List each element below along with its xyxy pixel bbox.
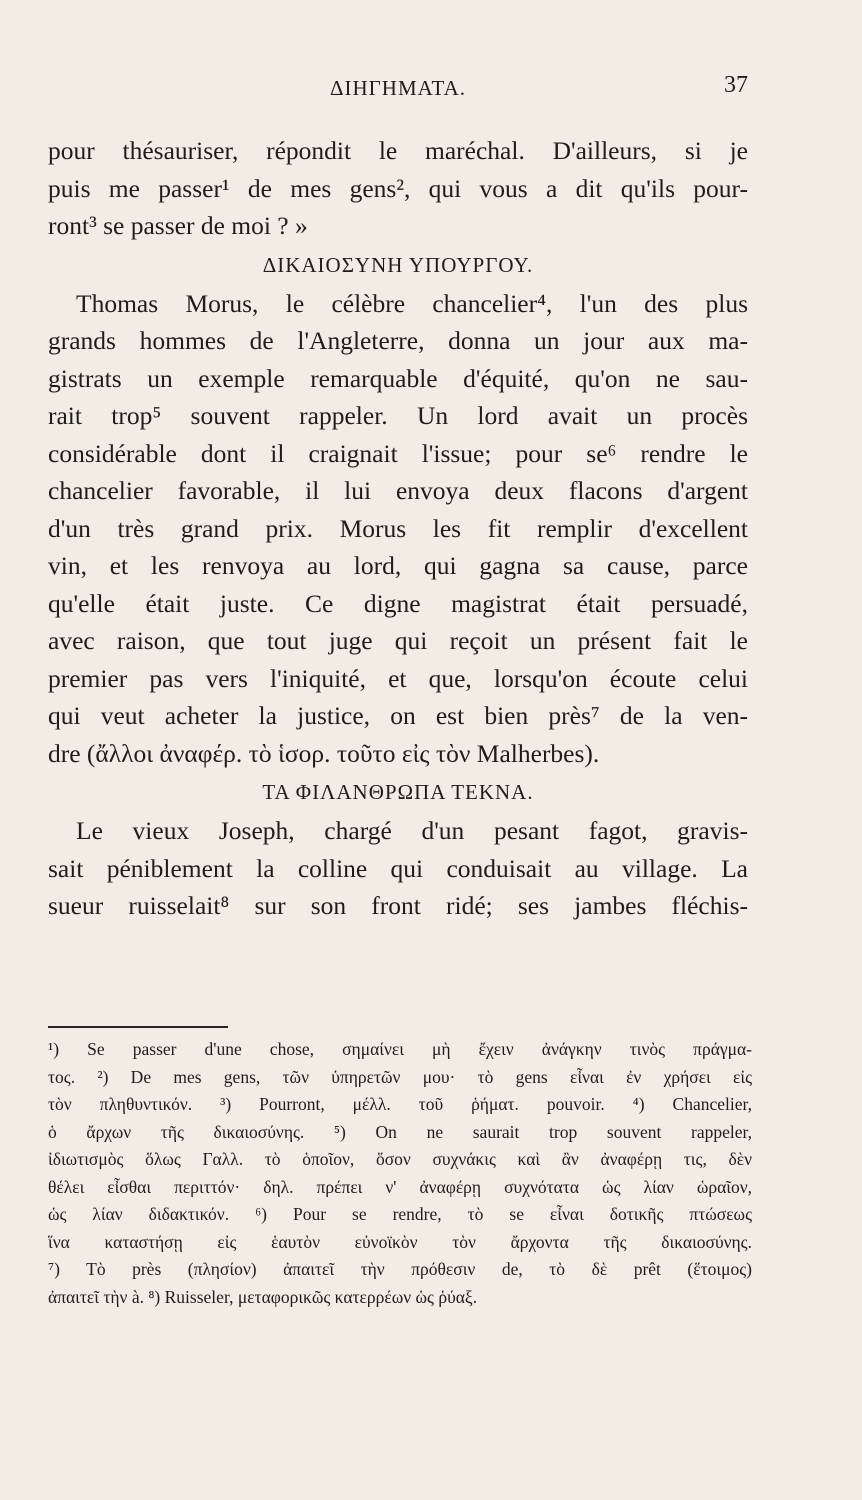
footnote-line: τος. ²) De mes gens, τῶν ὑπηρετῶν μου· τὸ gens εἶναι ἐν χρήσει εἰς (48, 1066, 752, 1087)
footnote-divider (48, 1026, 228, 1028)
text-line: rait trop⁵ souvent rappeler. Un lord avait un procès (48, 401, 748, 430)
text-line: vin, et les renvoya au lord, qui gagna sa cause, parce (48, 551, 748, 580)
text-line: gistrats un exemple remarquable d'équité, qu'on ne sau- (48, 363, 748, 393)
paragraph-end-previous-story (48, 132, 748, 245)
paragraph-vieux-joseph (48, 812, 748, 925)
footnote-line: ⁷) Τὸ près (πλησίον) ἀπαιτεῖ τὴν πρόθεσιν de, τὸ δὲ prêt (ἕτοιμος) (48, 1259, 752, 1279)
text-line: chancelier favorable, il lui envoya deux flacons d'argent (48, 476, 748, 505)
story-heading-justice: ΔΙΚΑΙΟΣΥΝΗ ΥΠΟΥΡΓΟΥ. (262, 252, 534, 277)
text-line: avec raison, que tout juge qui reçoit un présent fait le (48, 626, 748, 655)
text-line: considérable dont il craignait l'issue; pour se⁶ rendre le (48, 438, 748, 468)
footnote-line: ὁ ἄρχων τῆς δικαιοσύνης. ⁵) On ne saurait trop souvent rappeler, (48, 1121, 752, 1142)
text-line: Thomas Morus, le célèbre chancelier⁴, l'un des plus (76, 288, 748, 318)
text-line: sait péniblement la colline qui conduisait au village. La (48, 853, 748, 883)
text-line: qui veut acheter la justice, on est bien près⁷ de la ven- (48, 701, 748, 730)
story-heading-children: ΤΑ ΦΙΛΑΝΘΡΩΠΑ ΤΕΚΝΑ. (262, 780, 534, 804)
text-line: d'un très grand prix. Morus les fit remplir d'excellent (48, 513, 748, 543)
footnote-line: ὡς λίαν διδακτικόν. ⁶) Pour se rendre, τὸ se εἶναι δοτικῆς πτώσεως (48, 1204, 752, 1224)
footnote-line: ¹) Se passer d'une chose, σημαίνει μὴ ἔχειν ἀνάγκην τινὸς πράγμα- (48, 1039, 752, 1059)
footnote-line: ἀπαιτεῖ τὴν à. ⁸) Ruisseler, μεταφορικῶς κατερρέων ὡς ῥύαξ. (48, 1286, 478, 1307)
text-line: sueur ruisselait⁸ sur son front ridé; ses jambes fléchis- (48, 891, 748, 920)
footnote-line: θέλει εἶσθαι περιττόν· δηλ. πρέπει ν' ἀναφέρῃ συχνότατα ὡς λίαν ὡραῖον, (48, 1176, 752, 1197)
page-number: 37 (724, 72, 748, 98)
footnotes (48, 1036, 752, 1311)
footnote-line: ἵνα καταστήσῃ εἰς ἑαυτὸν εὐνοϊκὸν τὸν ἄρχοντα τῆς δικαιοσύνης. (48, 1231, 752, 1252)
text-line: pour thésauriser, répondit le maréchal. D'ailleurs, si je (48, 136, 748, 165)
main-text (48, 132, 748, 925)
paragraph-thomas-morus (48, 285, 748, 773)
footnote-line: ἰδιωτισμὸς ὅλως Γαλλ. τὸ ὁποῖον, ὅσον συχνάκις καὶ ἂν ἀναφέρῃ τις, δὲν (48, 1149, 752, 1169)
text-line: puis me passer¹ de mes gens², qui vous a dit qu'ils pour- (48, 173, 748, 203)
text-line: grands hommes de l'Angleterre, donna un jour aux ma- (48, 326, 748, 355)
running-header (48, 72, 748, 110)
text-line: Le vieux Joseph, chargé d'un pesant fagot, gravis- (76, 816, 748, 845)
footnote-line: τὸν πληθυντικόν. ³) Pourront, μέλλ. τοῦ ῥήματ. pouvoir. ⁴) Chancelier, (48, 1094, 752, 1114)
text-line: ront³ se passer de moi ? » (48, 211, 308, 240)
text-line: premier pas vers l'iniquité, et que, lorsqu'on écoute celui (48, 663, 748, 693)
running-title: ΔΙΗΓΗΜΑΤΑ. (329, 76, 467, 100)
text-line: qu'elle était juste. Ce digne magistrat était persuadé, (48, 588, 748, 618)
text-line: dre (ἄλλοι ἀναφέρ. τὸ ἱσορ. τοῦτο εἰς τὸν Malherbes). (48, 738, 600, 768)
